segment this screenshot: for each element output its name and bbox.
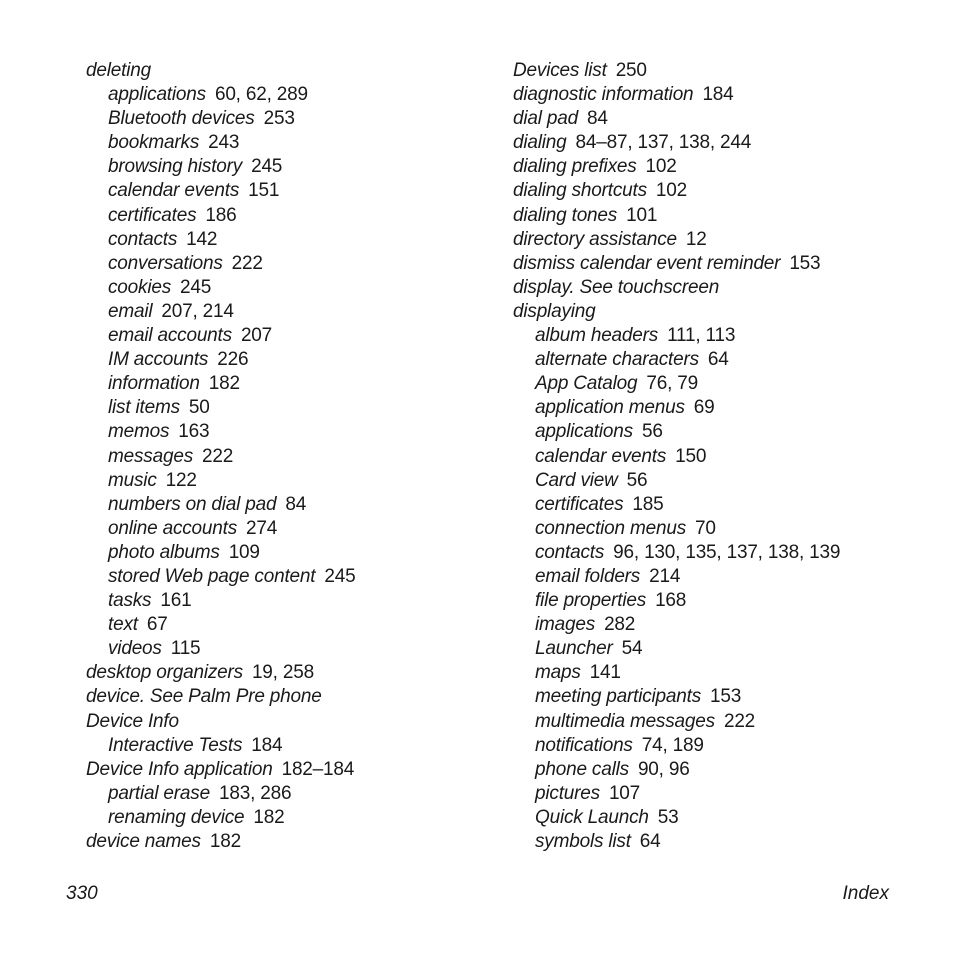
index-entry (86, 661, 486, 685)
index-term: conversations (108, 252, 223, 274)
index-subentry (513, 830, 933, 854)
index-entry (86, 830, 486, 854)
index-column-left (86, 59, 486, 854)
index-term: email folders (535, 565, 641, 587)
index-term: list items (108, 397, 180, 419)
index-subentry (86, 107, 486, 131)
index-page-refs: 245 (251, 156, 283, 178)
index-subentry (86, 179, 486, 203)
index-subentry (513, 420, 933, 444)
index-subentry (513, 734, 933, 758)
index-page-refs: 107 (608, 782, 641, 804)
index-term: symbols list (535, 831, 631, 852)
index-term: messages (108, 445, 193, 467)
index-term: email (108, 300, 153, 322)
index-term: album headers (535, 325, 659, 347)
index-term: dialing prefixes (513, 156, 637, 178)
index-subentry (513, 517, 933, 541)
index-page-refs: 185 (632, 493, 664, 515)
index-subentry (86, 324, 486, 348)
index-subentry (86, 782, 486, 806)
index-page-refs: 96, 130, 135, 137, 138, 139 (613, 541, 841, 563)
index-term: dismiss calendar event reminder (513, 252, 781, 274)
index-page-refs: 245 (324, 565, 356, 587)
index-subentry (86, 348, 486, 372)
index-term: partial erase (108, 782, 210, 804)
index-term: Quick Launch (535, 806, 649, 828)
index-subentry (513, 541, 933, 565)
index-page-refs: 19, 258 (251, 662, 314, 684)
index-page-refs: 76, 79 (646, 373, 699, 395)
index-subentry (86, 469, 486, 493)
index-term: email accounts (108, 325, 232, 347)
index-subentry (86, 83, 486, 107)
index-term: dialing tones (513, 204, 618, 226)
index-term: photo albums (108, 541, 220, 563)
index-subentry (86, 493, 486, 517)
index-page-refs: 222 (723, 710, 756, 732)
index-subentry (86, 396, 486, 420)
index-entry (86, 685, 486, 709)
index-term: Device Info (86, 710, 179, 732)
index-term: calendar events (535, 445, 667, 467)
index-term: dialing (513, 132, 567, 154)
index-page-refs: 67 (146, 614, 168, 636)
index-term: applications (108, 84, 206, 106)
index-page-refs: 90, 96 (637, 758, 690, 780)
index-term: online accounts (108, 517, 238, 539)
index-term: diagnostic information (513, 84, 694, 106)
index-subentry (513, 758, 933, 782)
index-page-refs: 84 (285, 493, 307, 515)
index-term: browsing history (108, 156, 243, 178)
index-page-refs: 163 (178, 421, 210, 443)
index-page-refs: 101 (626, 204, 658, 226)
index-subentry (86, 637, 486, 661)
index-term: device names (86, 831, 201, 852)
index-page-refs: 183, 286 (218, 782, 292, 804)
index-term: application menus (535, 397, 685, 419)
index-page-refs: 207 (240, 325, 273, 347)
index-subentry (86, 204, 486, 228)
index-subentry (86, 252, 486, 276)
index-term: certificates (108, 204, 197, 226)
index-subentry (513, 613, 933, 637)
index-term: connection menus (535, 517, 687, 539)
index-page-refs: 184 (251, 734, 283, 756)
index-entry (513, 204, 933, 228)
index-term: certificates (535, 493, 624, 515)
index-subentry (513, 710, 933, 734)
index-term: renaming device (108, 806, 245, 828)
index-page-refs: 53 (657, 806, 679, 828)
index-page-refs: 168 (655, 590, 687, 612)
index-term: contacts (535, 541, 605, 563)
index-entry (513, 155, 933, 179)
index-page-refs: 142 (186, 228, 218, 250)
index-page-refs: 153 (789, 252, 821, 274)
index-subentry (86, 131, 486, 155)
index-subentry (86, 300, 486, 324)
index-page-refs: 122 (165, 469, 197, 491)
index-page-refs: 274 (246, 517, 278, 539)
index-subentry (86, 541, 486, 565)
index-page-refs: 56 (626, 469, 648, 491)
index-term: Interactive Tests (108, 734, 243, 756)
index-page-refs: 56 (641, 421, 663, 443)
index-term: Launcher (535, 638, 613, 660)
index-subentry (86, 155, 486, 179)
index-term: text (108, 614, 138, 636)
index-entry (513, 59, 933, 83)
index-term: memos (108, 421, 170, 443)
index-page-refs: 214 (649, 565, 681, 587)
index-term: Devices list (513, 60, 607, 81)
index-subentry (86, 565, 486, 589)
index-term: music (108, 469, 157, 491)
index-subentry (513, 469, 933, 493)
index-subentry (513, 493, 933, 517)
index-column-right (513, 59, 933, 854)
index-entry (513, 300, 933, 324)
index-page-refs: 222 (231, 252, 263, 274)
index-term: dial pad (513, 108, 578, 130)
index-term: dialing shortcuts (513, 180, 647, 202)
index-page-refs: 70 (695, 517, 716, 539)
index-subentry (513, 661, 933, 685)
index-term: App Catalog (535, 373, 638, 395)
index-term: Bluetooth devices (108, 108, 255, 130)
index-page-refs: 182 (208, 373, 240, 395)
index-page-refs: 60, 62, 289 (214, 84, 308, 106)
index-subentry (86, 613, 486, 637)
index-term: IM accounts (108, 349, 209, 371)
index-page-refs: 250 (615, 60, 647, 81)
index-entry (513, 228, 933, 252)
index-subentry (86, 276, 486, 300)
index-page-refs: 111, 113 (667, 325, 736, 347)
index-entry (513, 252, 933, 276)
index-term: maps (535, 662, 581, 684)
page-number: 330 (66, 883, 98, 904)
index-page-refs: 226 (217, 349, 249, 371)
index-page-refs: 115 (170, 638, 201, 660)
index-page-refs: 141 (589, 662, 621, 684)
index-term: meeting participants (535, 686, 702, 708)
index-subentry (513, 806, 933, 830)
index-entry (513, 131, 933, 155)
index-term: desktop organizers (86, 662, 243, 684)
index-page-refs: 150 (675, 445, 707, 467)
index-term: information (108, 373, 200, 395)
index-page-refs: 84–87, 137, 138, 244 (575, 132, 752, 154)
index-page-refs: 64 (707, 349, 729, 371)
index-entry (513, 83, 933, 107)
index-term: Device Info application (86, 758, 273, 780)
index-page-refs: 253 (263, 108, 295, 130)
index-page-refs: 186 (205, 204, 237, 226)
index-page-refs: 74, 189 (641, 734, 704, 756)
index-term: displaying (513, 300, 596, 322)
index-term: directory assistance (513, 228, 677, 250)
index-page-refs: 109 (228, 541, 260, 563)
index-page-refs: 102 (645, 156, 677, 178)
index-term: numbers on dial pad (108, 493, 277, 515)
index-term: alternate characters (535, 349, 699, 371)
index-page-refs: 84 (586, 108, 608, 130)
index-entry (86, 710, 486, 734)
index-term: stored Web page content (108, 565, 316, 587)
index-subentry (86, 806, 486, 830)
index-page-refs: 222 (202, 445, 234, 467)
index-entry (86, 758, 486, 782)
index-page-refs: 161 (160, 590, 192, 612)
index-term: images (535, 614, 596, 636)
index-term: notifications (535, 734, 633, 756)
index-entry (513, 107, 933, 131)
index-subentry (86, 734, 486, 758)
index-subentry (513, 348, 933, 372)
index-term: phone calls (535, 758, 629, 780)
index-term: tasks (108, 590, 152, 612)
index-subentry (513, 685, 933, 709)
index-subentry (86, 228, 486, 252)
index-page-refs: 243 (208, 132, 240, 154)
index-page-refs: 184 (702, 84, 734, 106)
index-term: pictures (535, 782, 600, 804)
index-page-refs: 54 (621, 638, 643, 660)
index-term: videos (108, 638, 162, 660)
index-term: bookmarks (108, 132, 200, 154)
index-page-refs: 182–184 (281, 758, 355, 780)
index-subentry (86, 372, 486, 396)
index-page-refs: 282 (604, 614, 636, 636)
index-page-refs: 69 (693, 397, 715, 419)
index-subentry (513, 637, 933, 661)
index-page-refs: 182 (253, 806, 285, 828)
index-page-refs: 12 (685, 228, 707, 250)
index-subentry (513, 396, 933, 420)
index-page-refs: 207, 214 (161, 300, 234, 322)
index-term: calendar events (108, 180, 240, 202)
index-subentry (86, 445, 486, 469)
index-subentry (513, 589, 933, 613)
index-term: display. See touchscreen (513, 276, 720, 298)
index-page-refs: 245 (180, 276, 212, 298)
index-subentry (86, 420, 486, 444)
index-term: contacts (108, 228, 178, 250)
index-page-refs: 153 (710, 686, 742, 708)
index-subentry (513, 782, 933, 806)
index-page-refs: 182 (209, 831, 241, 852)
index-term: deleting (86, 60, 151, 81)
index-term: applications (535, 421, 633, 443)
index-subentry (86, 517, 486, 541)
index-entry (86, 59, 486, 83)
index-subentry (513, 324, 933, 348)
index-term: cookies (108, 276, 172, 298)
index-page-refs: 151 (248, 180, 280, 202)
index-entry (513, 276, 933, 300)
index-page-refs: 50 (188, 397, 210, 419)
index-subentry (513, 445, 933, 469)
index-page-refs: 102 (655, 180, 688, 202)
index-subentry (86, 589, 486, 613)
index-page-refs: 64 (639, 831, 661, 852)
index-subentry (513, 565, 933, 589)
index-subentry (513, 372, 933, 396)
index-term: multimedia messages (535, 710, 715, 732)
index-term: file properties (535, 590, 647, 612)
index-entry (513, 179, 933, 203)
index-term: device. See Palm Pre phone (86, 686, 322, 708)
index-term: Card view (535, 469, 618, 491)
section-title: Index (842, 883, 889, 904)
